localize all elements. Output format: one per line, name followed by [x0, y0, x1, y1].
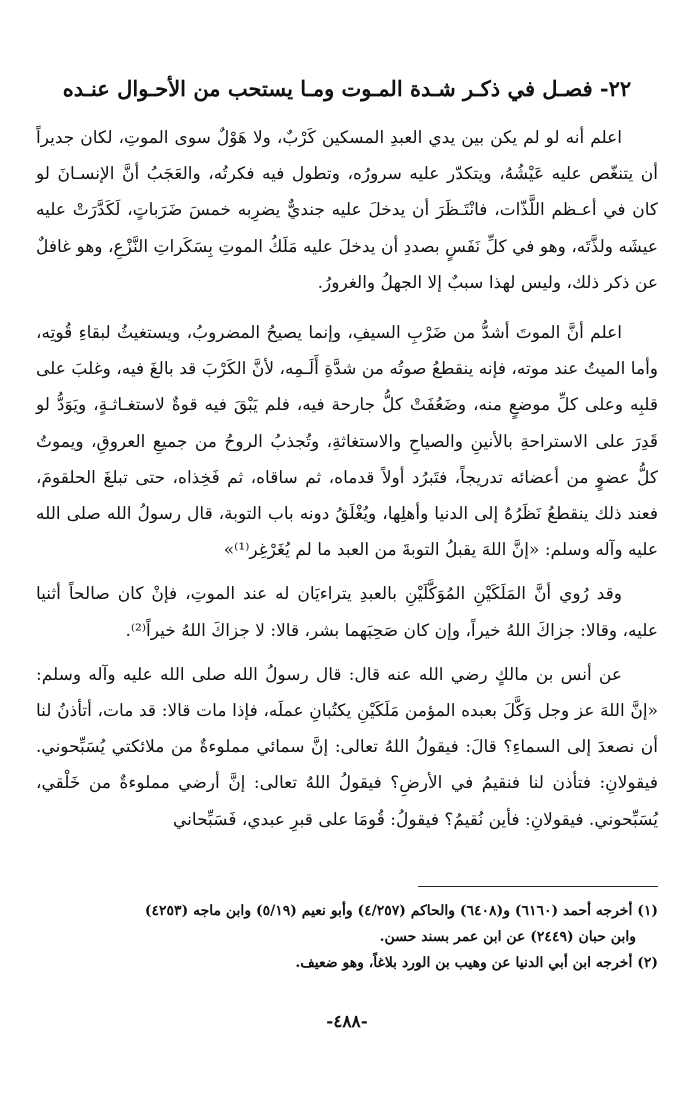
paragraph-3 [36, 576, 658, 648]
page-number: -٤٨٨- [326, 1012, 368, 1032]
footnote-2: (٢) أخرجه ابن أبي الدنيا عن وهيب بن الورد بلاغاً، وهو ضعيف. [295, 955, 658, 971]
footnote-separator [418, 886, 658, 887]
paragraph-text: عن أنس بن مالكٍ رضي الله عنه قال: قال رسولُ الله صلى الله عليه وآله وسلم: «إنَّ اللهَ عز وجل وَكَّلَ بعبده المؤمن مَلَكَيْنِ يكتُبانِ عملَه، فإذا مات قالا: قد مات، أتأذنُ لنا أن نصعدَ إلى السماءِ؟ قالَ: فيقولُ اللهُ تعالى: إنَّ سمائي مملوءةٌ من ملائكتي يُسَبِّحوني. فيقولانِ: فتأذن لنا فنقيمُ في الأرضِ؟ فيقولُ اللهُ تعالى: إنَّ أرضي مملوءةٌ من خَلْقي، يُسَبِّحوني. فيقولانِ: فأين نُقيمُ؟ فيقولُ: قُومَا على قبرِ عبدي، فَسَبِّحاني [36, 664, 658, 830]
footnotes [36, 898, 658, 976]
paragraph-4 [36, 657, 658, 838]
paragraph-1 [36, 120, 658, 301]
paragraph-text: اعلم أنَّ الموتَ أشدُّ من ضَرْبِ السيفِ، وإنما يصيحُ المضروبُ، ويستغيثُ لبقاءِ قُوتِه، وأما الميتُ عند موته، فإنه ينقطعُ صوتُه من شدَّةِ أَلَـمِه، لأنَّ الكَرْبَ قد بالغَ فيه، وغلبَ على قلبِه وعلى كلِّ موضعٍ منه، وضَعُفَتْ كلُّ جارحة فيه، فلم يَبْقَ فيه قوةٌ لاستغـاثـةٍ، ويَوَدُّ لو قَدِرَ على الاستراحةِ بالأنينِ والصياحِ والاستغاثةِ، وتُجذبُ الروحُ من جميعِ العروقِ، ويموتُ كلُّ عضوٍ من أعضائه تدريجاً، فتَبرُد أولاً قدماه، ثم ساقاه، ثم فَخِذاه، حتى تبلغَ الحلقومَ، فعند ذلك ينقطعُ نَظَرُهُ إلى الدنيا وأهلِها، ويُغْلَقُ دونه باب التوبة، قال رسولُ الله صلى الله عليه وآله وسلم: «إنَّ اللهَ يقبلُ التوبةَ من العبد ما لم يُغَرْغِر⁽¹⁾» [36, 323, 658, 561]
paragraph-text: اعلم أنه لو لم يكن بين يدي العبدِ المسكين كَرْبٌ، ولا هَوْلٌ سوى الموتِ، لكان جديراً أن يتنغّص عليه عَيْشُهُ، ويتكدّر عليه سرورُه، وتطول فيه فكرتُه، والعَجَبُ أنَّ الإنسـانَ لو كان في أعـظم اللَّذّات، فانْتَـظَرَ أن يدخلَ عليه جنديٌّ يضرِبه خمسَ ضَرَباتٍ، لَكَدَّرَتْ عليه عيشَه ولذَّتَه، وهو في كلِّ نَفَسٍ بصددِ أن يدخلَ عليه مَلَكُ الموتِ بِسَكَراتِ النَّزْعِ، وهو غافلٌ عن ذكر ذلك، وليس لهذا سببٌ إلا الجهلُ والغرورُ. [36, 128, 658, 293]
chapter-title: ٢٢- فصـل في ذكـر شـدة المـوت ومـا يستحب من الأحـوال عنـده [62, 76, 632, 101]
footnote-1-continued: وابن حبان (٢٤٤٩) عن ابن عمر بسند حسن. [379, 929, 636, 945]
main-text [36, 120, 658, 838]
footnote-1: (١) أخرجه أحمد (٦١٦٠) و(٦٤٠٨) والحاكم (٤/٢٥٧) وأبو نعيم (٥/١٩) وابن ماجه (٤٢٥٣) [144, 903, 658, 919]
paragraph-text: وقد رُوي أنَّ المَلَكَيْنِ المُوَكَّلَيْنِ بالعبدِ يتراءيَان له عند الموتِ، فإنْ كان صالحاً أثنيا عليه، وقالا: جزاكَ اللهُ خيراً، وإن كان صَحِبَهما بشر، قالا: لا جزاكَ اللهُ خيراً⁽²⁾. [36, 584, 658, 641]
paragraph-2 [36, 315, 658, 568]
